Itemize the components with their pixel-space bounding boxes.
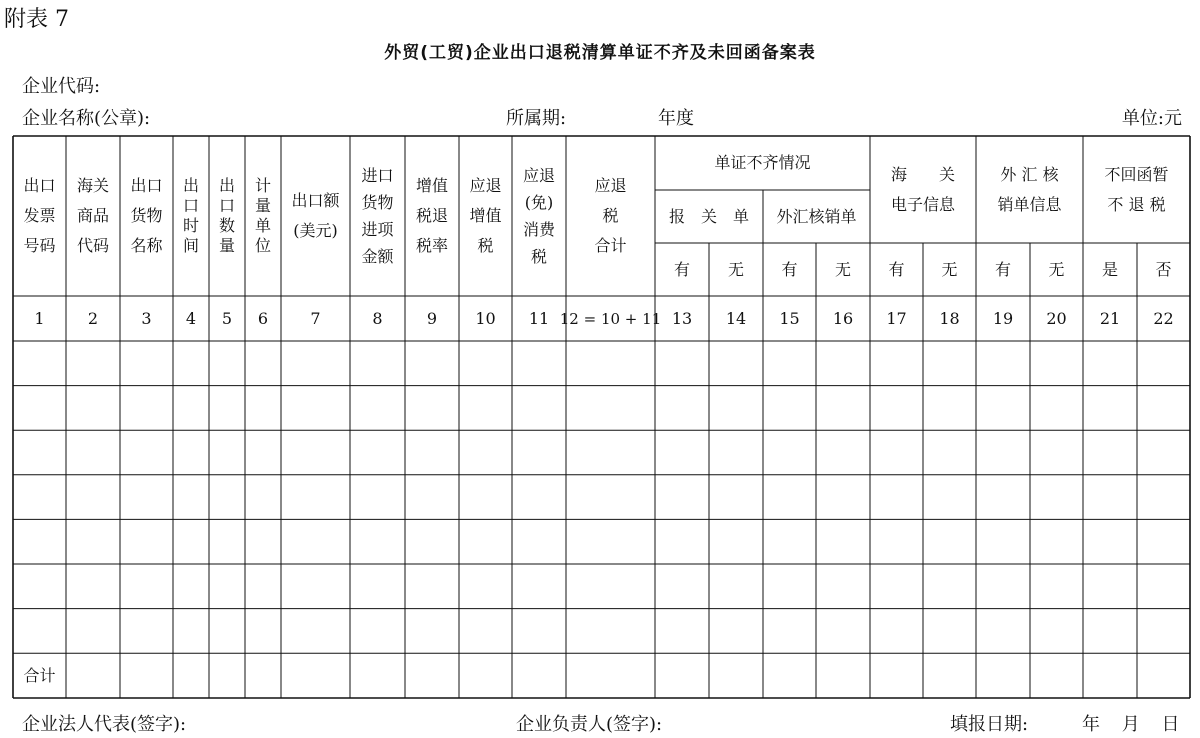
header-col-5 — [209, 136, 245, 296]
fill-date-ymd: 年 月 日 — [1082, 714, 1180, 735]
header-sub-22 — [1137, 243, 1190, 296]
header-customs-declaration-text: 报 关 单 — [668, 206, 749, 226]
header-doc-incomplete-text: 单证不齐情况 — [714, 153, 811, 172]
form-title: 外贸(工贸)企业出口退税清算单证不齐及未回函备案表 — [384, 43, 816, 63]
header-col-4-text: 出 口 时 间 — [182, 176, 199, 255]
total-row-label — [13, 653, 66, 698]
header-col-6 — [245, 136, 281, 296]
column-number-15-text: 15 — [779, 308, 800, 328]
header-sub-14-text: 无 — [727, 259, 744, 279]
column-number-18-text: 18 — [939, 308, 960, 328]
enterprise-code-label: 企业代码: — [22, 76, 101, 97]
header-col-3 — [120, 136, 173, 296]
column-number-18 — [923, 296, 976, 341]
column-number-22-text: 22 — [1153, 308, 1174, 328]
column-number-17 — [870, 296, 923, 341]
column-number-15 — [763, 296, 816, 341]
header-sub-19 — [976, 243, 1030, 296]
column-number-17-text: 17 — [886, 308, 907, 328]
column-number-8-text: 8 — [372, 308, 383, 328]
column-number-5 — [209, 296, 245, 341]
enterprise-head-signature: 企业负责人(签字): — [516, 714, 663, 735]
fill-date-label: 填报日期: — [950, 714, 1029, 735]
header-forex-verification — [763, 190, 870, 243]
unit-label: 单位:元 — [1121, 108, 1182, 129]
header-col-4 — [173, 136, 209, 296]
column-number-14 — [709, 296, 763, 341]
header-col-10-text: 应退 增值 税 — [469, 176, 502, 255]
header-customs-electronic — [870, 136, 976, 243]
column-number-11-text: 11 — [528, 308, 550, 328]
header-sub-21 — [1083, 243, 1137, 296]
column-number-20-text: 20 — [1046, 308, 1067, 328]
column-number-4 — [173, 296, 209, 341]
column-number-16-text: 16 — [832, 308, 854, 328]
column-number-9 — [405, 296, 459, 341]
header-col-1-text: 出口 发票 号码 — [23, 176, 56, 255]
column-number-21-text: 21 — [1099, 308, 1121, 328]
header-customs-declaration — [655, 190, 763, 243]
header-col-7-text: 出口额 (美元) — [291, 191, 340, 240]
header-sub-20 — [1030, 243, 1083, 296]
header-sub-18 — [923, 243, 976, 296]
column-number-7-text: 7 — [310, 308, 321, 328]
period-label: 所属期: — [506, 108, 567, 129]
column-number-5-text: 5 — [221, 308, 233, 328]
header-col-11-text: 应退 (免) 消费 税 — [522, 166, 555, 266]
header-sub-16-text: 无 — [834, 259, 851, 279]
header-sub-17 — [870, 243, 923, 296]
header-doc-incomplete — [655, 136, 870, 190]
column-number-14-text: 14 — [725, 308, 747, 328]
header-col-8-text: 进口 货物 进项 金额 — [361, 166, 394, 266]
column-number-12-text: 12 = 10 + 11 — [559, 309, 662, 328]
header-sub-16 — [816, 243, 870, 296]
header-col-8 — [350, 136, 405, 296]
header-col-11 — [512, 136, 566, 296]
header-col-5-text: 出 口 数 量 — [218, 176, 235, 255]
column-number-19 — [976, 296, 1030, 341]
appendix-label: 附表 7 — [4, 7, 69, 32]
column-number-10 — [459, 296, 512, 341]
header-forex-verification-text: 外汇核销单 — [776, 206, 857, 226]
column-number-1-text: 1 — [34, 308, 45, 328]
legal-representative-signature: 企业法人代表(签字): — [22, 714, 187, 735]
header-col-9-text: 增值 税退 税率 — [415, 176, 448, 255]
header-col-9 — [405, 136, 459, 296]
header-sub-18-text: 无 — [941, 259, 958, 279]
header-sub-13 — [655, 243, 709, 296]
column-number-6 — [245, 296, 281, 341]
header-col-12-text: 应退 税 合计 — [594, 176, 627, 255]
header-col-7 — [281, 136, 350, 296]
column-number-8 — [350, 296, 405, 341]
header-no-reply-no-refund-text: 不回函暂 不 退 税 — [1104, 164, 1169, 214]
column-number-4-text: 4 — [185, 308, 197, 328]
column-number-6-text: 6 — [257, 308, 269, 328]
column-number-13 — [655, 296, 709, 341]
header-sub-14 — [709, 243, 763, 296]
header-col-2-text: 海关 商品 代码 — [76, 176, 109, 255]
header-sub-15-text: 有 — [781, 259, 798, 279]
header-sub-20-text: 无 — [1048, 259, 1065, 279]
column-number-12 — [559, 296, 662, 341]
enterprise-name-label: 企业名称(公章): — [22, 108, 151, 129]
column-number-2-text: 2 — [87, 308, 99, 328]
header-sub-21-text: 是 — [1101, 259, 1118, 279]
total-row-label-text: 合计 — [23, 665, 56, 685]
header-col-6-text: 计 量 单 位 — [254, 176, 271, 255]
column-number-3 — [120, 296, 173, 341]
header-customs-electronic-text: 海 关 电子信息 — [890, 164, 955, 214]
year-label: 年度 — [658, 108, 694, 129]
column-number-1 — [13, 296, 66, 341]
header-col-12 — [566, 136, 655, 296]
column-number-21 — [1083, 296, 1137, 341]
header-col-1 — [13, 136, 66, 296]
column-number-13-text: 13 — [671, 308, 693, 328]
column-number-19-text: 19 — [992, 308, 1014, 328]
header-forex-info — [976, 136, 1083, 243]
header-forex-info-text: 外 汇 核 销单信息 — [997, 164, 1062, 214]
header-sub-13-text: 有 — [673, 259, 690, 279]
column-number-3-text: 3 — [141, 308, 152, 328]
column-number-7 — [281, 296, 350, 341]
header-col-3-text: 出口 货物 名称 — [130, 176, 163, 255]
header-sub-15 — [763, 243, 816, 296]
column-number-22 — [1137, 296, 1190, 341]
header-sub-19-text: 有 — [994, 259, 1011, 279]
column-number-10-text: 10 — [475, 308, 496, 328]
header-col-10 — [459, 136, 512, 296]
header-sub-22-text: 否 — [1155, 259, 1172, 279]
column-number-16 — [816, 296, 870, 341]
column-number-11 — [512, 296, 566, 341]
header-sub-17-text: 有 — [888, 259, 905, 279]
header-no-reply-no-refund — [1083, 136, 1190, 243]
column-number-9-text: 9 — [426, 308, 438, 328]
column-number-2 — [66, 296, 120, 341]
header-col-2 — [66, 136, 120, 296]
column-number-20 — [1030, 296, 1083, 341]
